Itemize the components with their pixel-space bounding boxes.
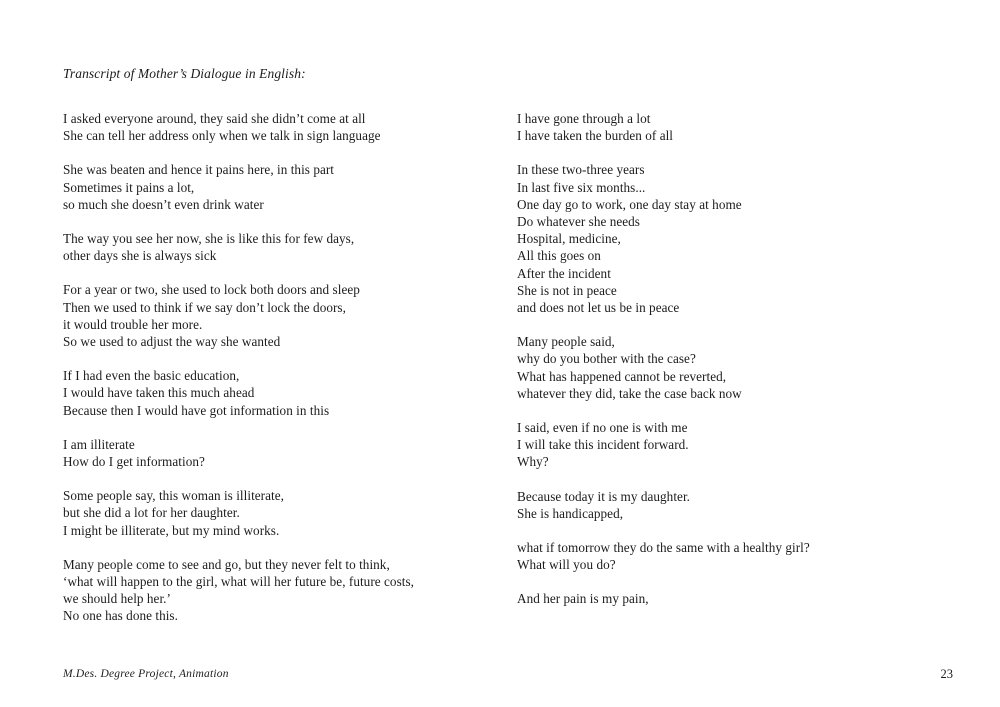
- stanza: Many people said, why do you bother with the case? What has happened cannot be reverted, whatever they did, take the case back now: [517, 334, 742, 401]
- stanza: She was beaten and hence it pains here, in this part Sometimes it pains a lot, so much she doesn’t even drink water: [63, 162, 335, 212]
- stanza: In these two-three years In last five six months... One day go to work, one day stay at home Do whatever she needs Hospital, medicine, All this goes on After the incident She is not in peace and does not let us be in peace: [517, 162, 742, 316]
- stanza: If I had even the basic education, I would have taken this much ahead Because then I would have got information in this: [63, 368, 330, 418]
- stanza: I said, even if no one is with me I will take this incident forward. Why?: [517, 420, 689, 470]
- stanza: And her pain is my pain,: [517, 591, 649, 607]
- stanza: I asked everyone around, they said she didn’t come at all She can tell her address only when we talk in sign language: [63, 111, 381, 144]
- stanza: Many people come to see and go, but they never felt to think, ‘what will happen to the girl, what will her future be, future costs, we should help her.’ No one has done this.: [63, 556, 414, 624]
- stanza: The way you see her now, she is like this for few days, other days she is always sick: [63, 231, 355, 264]
- stanza: For a year or two, she used to lock both doors and sleep Then we used to think if we say don’t lock the doors, it would trouble her more. So we used to adjust the way she wanted: [63, 282, 360, 350]
- right-column: [517, 110, 992, 625]
- page-title: Transcript of Mother’s Dialogue in English:: [63, 66, 306, 81]
- footer-project-label: M.Des. Degree Project, Animation: [63, 668, 229, 680]
- stanza: Some people say, this woman is illiterate, but she did a lot for her daughter. I might be illiterate, but my mind works.: [63, 488, 284, 538]
- left-column: [63, 110, 513, 642]
- stanza: what if tomorrow they do the same with a healthy girl? What will you do?: [517, 540, 810, 573]
- stanza: I am illiterate How do I get information?: [63, 436, 205, 470]
- page-number: 23: [940, 667, 953, 681]
- stanza: Because today it is my daughter. She is handicapped,: [517, 488, 690, 521]
- stanza: I have gone through a lot I have taken the burden of all: [517, 111, 674, 144]
